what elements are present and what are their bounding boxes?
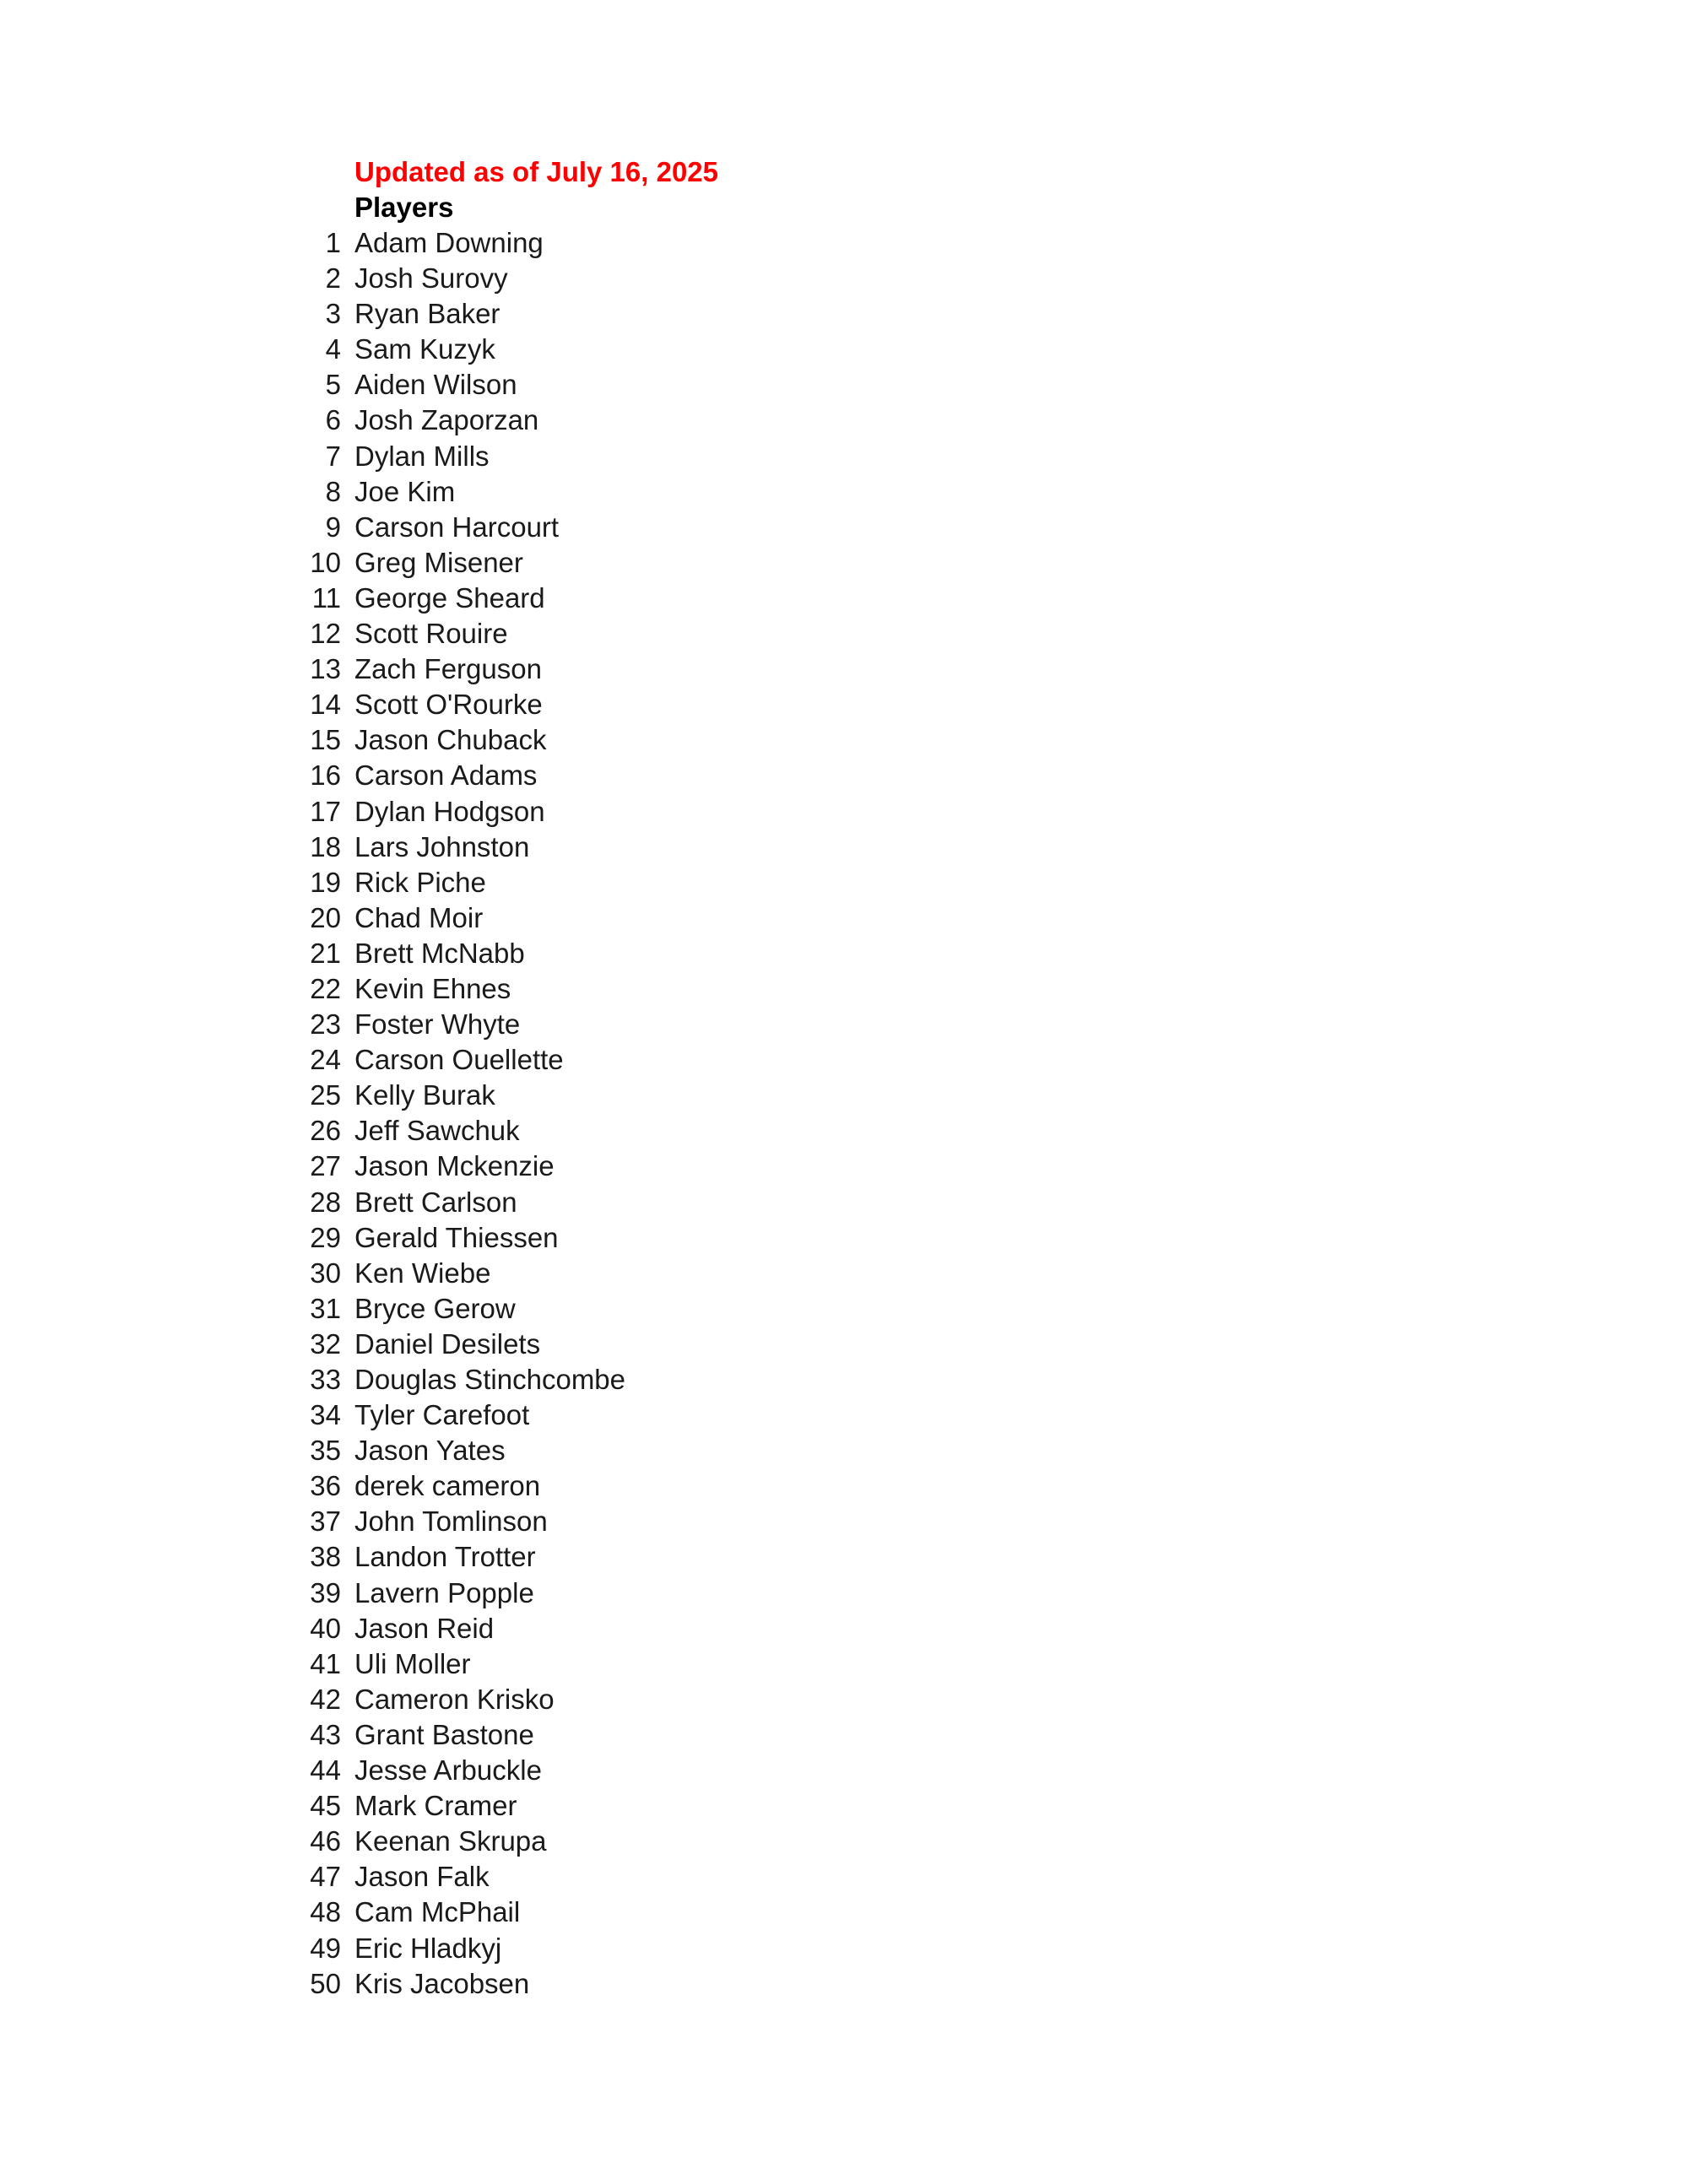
player-name: George Sheard — [354, 581, 545, 614]
player-row — [287, 758, 625, 793]
player-name: Scott Rouire — [354, 618, 508, 650]
player-number: 46 — [310, 1825, 341, 1857]
player-row — [287, 1895, 625, 1930]
player-name: Sam Kuzyk — [354, 333, 495, 365]
player-row — [287, 1433, 625, 1468]
player-number: 31 — [310, 1292, 341, 1324]
player-name: Landon Trotter — [354, 1541, 536, 1573]
player-name: Foster Whyte — [354, 1008, 521, 1041]
player-row — [287, 296, 625, 332]
player-row — [287, 1966, 625, 2002]
player-name: Keenan Skrupa — [354, 1825, 547, 1857]
player-name: Kevin Ehnes — [354, 972, 511, 1004]
player-number: 33 — [310, 1364, 341, 1395]
player-number: 22 — [310, 972, 341, 1004]
player-name: Greg Misener — [354, 546, 523, 578]
player-name: Grant Bastone — [354, 1718, 534, 1750]
player-name: Mark Cramer — [354, 1790, 517, 1822]
player-name: Daniel Desilets — [354, 1327, 541, 1360]
player-row — [287, 865, 625, 900]
player-number: 48 — [310, 1896, 341, 1928]
player-number: 42 — [310, 1683, 341, 1715]
player-name: Rick Piche — [354, 866, 486, 898]
player-row — [287, 1753, 625, 1788]
player-number: 30 — [310, 1257, 341, 1289]
player-name: Lavern Popple — [354, 1576, 534, 1608]
player-row — [287, 1576, 625, 1611]
player-name: Aiden Wilson — [354, 369, 517, 401]
player-name: Carson Ouellette — [354, 1044, 564, 1076]
player-row — [287, 1007, 625, 1042]
player-number: 13 — [310, 653, 341, 685]
player-row — [287, 1468, 625, 1504]
player-row — [287, 261, 625, 296]
player-number: 4 — [325, 333, 341, 365]
player-row — [287, 474, 625, 510]
player-row — [287, 332, 625, 367]
player-number: 50 — [310, 1967, 341, 1999]
player-name: Jason Falk — [354, 1861, 490, 1893]
player-name: Kris Jacobsen — [354, 1967, 530, 1999]
player-name: Tyler Carefoot — [354, 1399, 530, 1431]
player-number: 23 — [310, 1008, 341, 1041]
player-number: 44 — [310, 1754, 341, 1787]
player-number: 5 — [325, 369, 341, 401]
player-row — [287, 225, 625, 261]
player-name: Jason Chuback — [354, 724, 547, 756]
player-row — [287, 545, 625, 581]
player-roster — [287, 225, 625, 2002]
player-name: Carson Adams — [354, 760, 538, 792]
player-number: 43 — [310, 1718, 341, 1750]
player-row — [287, 1824, 625, 1859]
player-name: Bryce Gerow — [354, 1292, 516, 1324]
player-number: 12 — [310, 618, 341, 650]
player-name: Gerald Thiessen — [354, 1221, 559, 1253]
player-name: Josh Zaporzan — [354, 404, 539, 436]
player-row — [287, 651, 625, 687]
player-row — [287, 971, 625, 1007]
player-row — [287, 1646, 625, 1682]
player-row — [287, 1682, 625, 1717]
player-row — [287, 1717, 625, 1753]
player-name: Carson Harcourt — [354, 511, 560, 543]
player-row — [287, 510, 625, 545]
player-name: Kelly Burak — [354, 1079, 495, 1111]
player-number: 40 — [310, 1612, 341, 1644]
player-row — [287, 439, 625, 474]
player-number: 18 — [310, 830, 341, 862]
player-name: Ryan Baker — [354, 298, 500, 330]
player-number: 27 — [310, 1150, 341, 1182]
player-number: 25 — [310, 1079, 341, 1111]
player-number: 1 — [325, 227, 341, 258]
players-heading: Players — [354, 192, 454, 223]
player-number: 38 — [310, 1541, 341, 1573]
player-number: 41 — [310, 1647, 341, 1679]
player-number: 45 — [310, 1790, 341, 1822]
player-row — [287, 1113, 625, 1149]
player-row — [287, 1291, 625, 1327]
player-number: 17 — [310, 795, 341, 827]
player-number: 24 — [310, 1044, 341, 1076]
player-row — [287, 1078, 625, 1113]
player-row — [287, 1220, 625, 1256]
player-row — [287, 616, 625, 651]
player-number: 2 — [325, 262, 341, 295]
player-number: 32 — [310, 1327, 341, 1360]
player-name: Jason Yates — [354, 1435, 506, 1467]
player-number: 47 — [310, 1861, 341, 1893]
player-number: 7 — [325, 440, 341, 472]
player-name: Adam Downing — [354, 227, 544, 258]
player-name: Douglas Stinchcombe — [354, 1364, 626, 1395]
player-row — [287, 830, 625, 865]
player-number: 9 — [325, 511, 341, 543]
player-name: Zach Ferguson — [354, 653, 542, 685]
player-number: 11 — [311, 581, 341, 614]
player-name: Dylan Hodgson — [354, 795, 545, 827]
player-name: Chad Moir — [354, 901, 484, 933]
player-row — [287, 1788, 625, 1824]
player-row — [287, 1397, 625, 1433]
player-row — [287, 794, 625, 830]
player-name: Josh Surovy — [354, 262, 508, 295]
player-name: Scott O'Rourke — [354, 689, 543, 721]
player-row — [287, 1504, 625, 1539]
player-row — [287, 1327, 625, 1362]
player-number: 19 — [310, 866, 341, 898]
player-number: 6 — [325, 404, 341, 436]
player-row — [287, 722, 625, 758]
player-row — [287, 1149, 625, 1184]
player-number: 37 — [310, 1506, 341, 1538]
player-name: Dylan Mills — [354, 440, 490, 472]
player-name: Jeff Sawchuk — [354, 1115, 520, 1147]
player-name: Cam McPhail — [354, 1896, 521, 1928]
player-number: 39 — [310, 1576, 341, 1608]
player-row — [287, 1185, 625, 1220]
player-row — [287, 1042, 625, 1078]
player-row — [287, 367, 625, 403]
player-row — [287, 403, 625, 438]
player-row — [287, 1859, 625, 1895]
player-name: Cameron Krisko — [354, 1683, 555, 1715]
player-name: Uli Moller — [354, 1647, 471, 1679]
player-number: 15 — [310, 724, 341, 756]
player-row — [287, 581, 625, 616]
player-row — [287, 1539, 625, 1575]
player-number: 34 — [310, 1399, 341, 1431]
player-name: Brett Carlson — [354, 1186, 517, 1218]
player-number: 49 — [310, 1932, 341, 1964]
player-name: Brett McNabb — [354, 937, 525, 969]
player-number: 26 — [310, 1115, 341, 1147]
updated-note: Updated as of July 16, 2025 — [354, 156, 719, 187]
player-row — [287, 1611, 625, 1646]
player-number: 21 — [310, 937, 341, 969]
player-number: 16 — [310, 760, 341, 792]
player-row — [287, 900, 625, 936]
player-row — [287, 1931, 625, 1966]
player-number: 8 — [325, 475, 341, 507]
player-number: 28 — [310, 1186, 341, 1218]
player-name: derek cameron — [354, 1470, 541, 1502]
player-name: Lars Johnston — [354, 830, 530, 862]
player-number: 14 — [310, 689, 341, 721]
player-name: Jesse Arbuckle — [354, 1754, 542, 1787]
player-name: Eric Hladkyj — [354, 1932, 502, 1964]
player-row — [287, 1256, 625, 1291]
player-number: 35 — [310, 1435, 341, 1467]
player-name: Jason Mckenzie — [354, 1150, 555, 1182]
player-row — [287, 687, 625, 722]
player-number: 20 — [310, 901, 341, 933]
player-name: Ken Wiebe — [354, 1257, 491, 1289]
player-number: 10 — [310, 546, 341, 578]
player-number: 36 — [310, 1470, 341, 1502]
player-number: 29 — [310, 1221, 341, 1253]
player-number: 3 — [325, 298, 341, 330]
player-name: Jason Reid — [354, 1612, 495, 1644]
player-name: Joe Kim — [354, 475, 456, 507]
player-row — [287, 1362, 625, 1397]
player-name: John Tomlinson — [354, 1506, 548, 1538]
player-row — [287, 936, 625, 971]
